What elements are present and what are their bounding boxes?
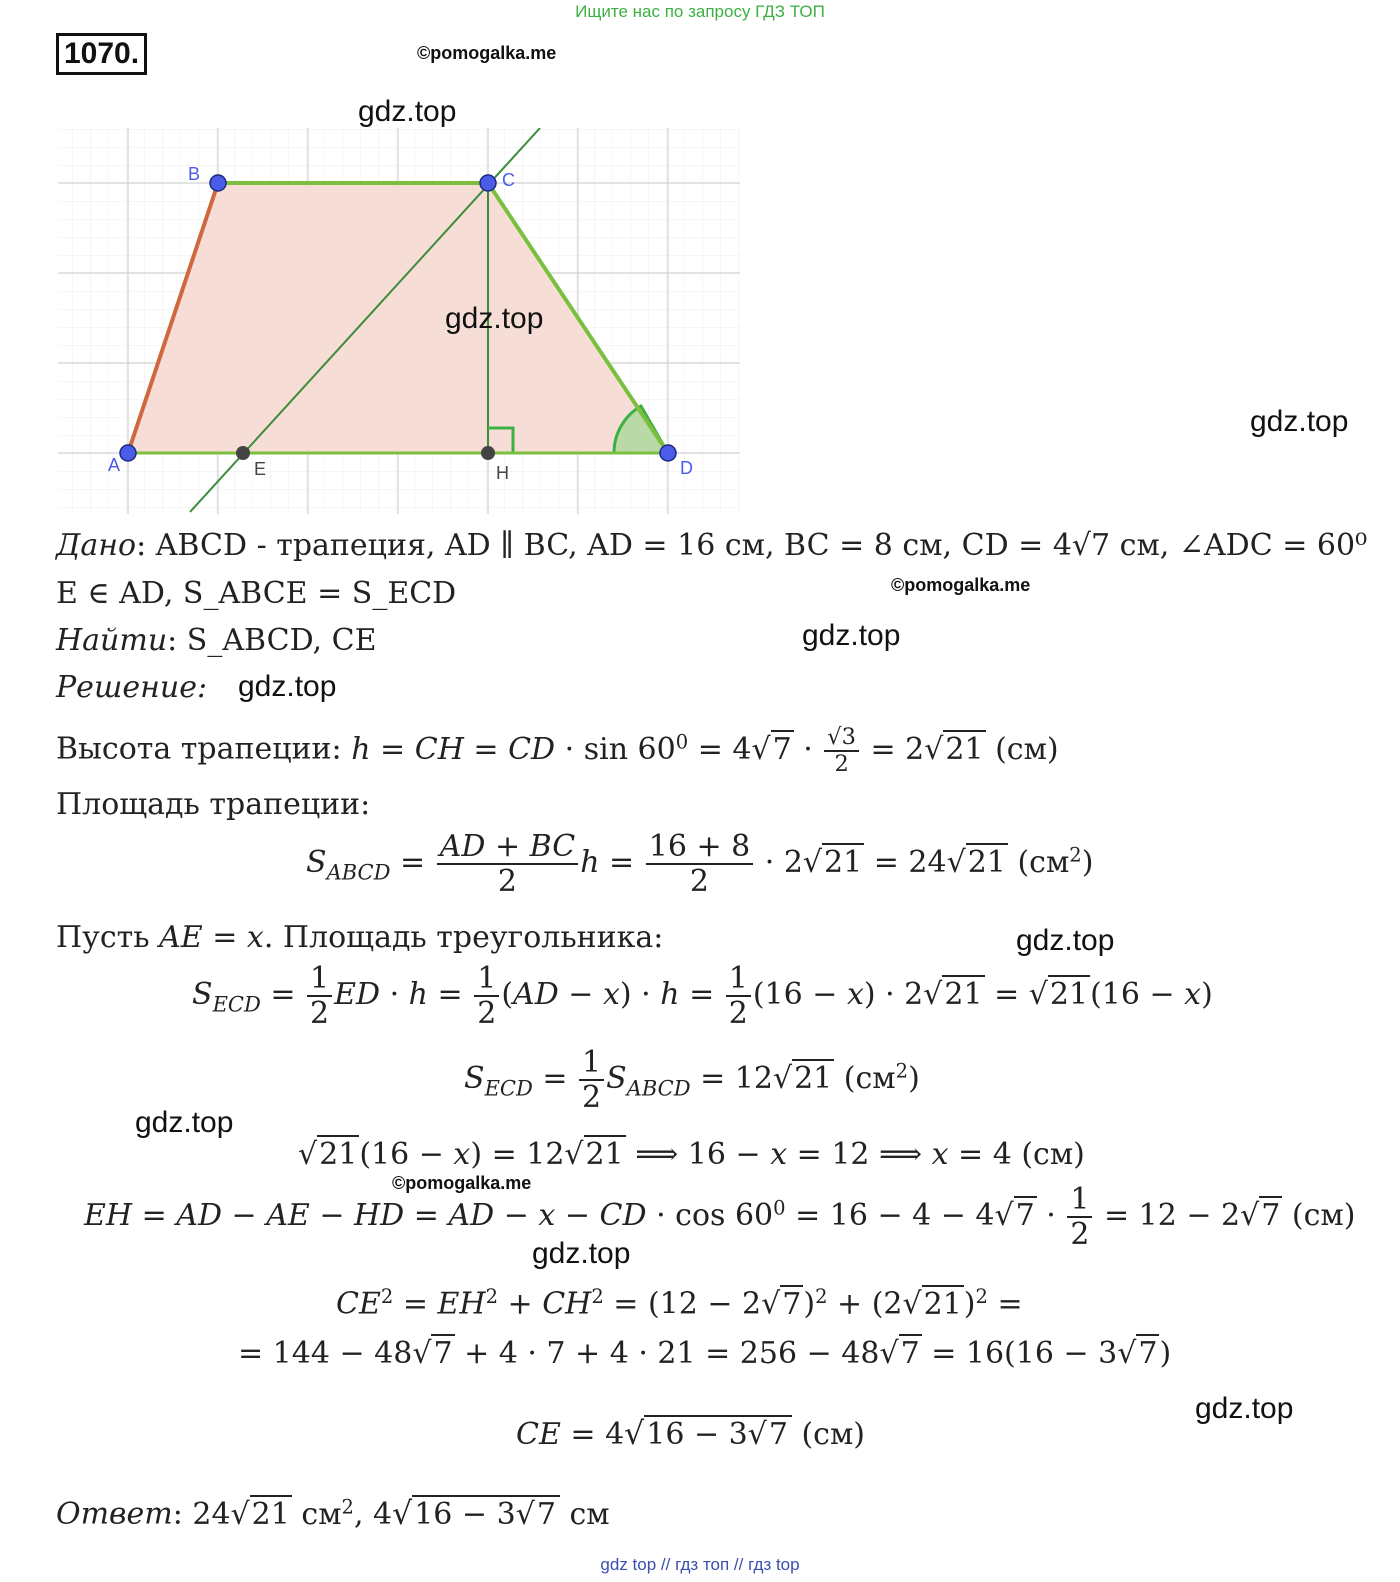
height-label: Высота трапеции: xyxy=(56,731,342,767)
triangle-area-formula: $S_{ECD}$ = $\frac{1}{2}$ ED · h = $\frac{1}{2}$ (AD − x) · h = $\frac{1}{2}$ (16 − x) · 2√21 = √21(16 − x) xyxy=(192,961,1213,1031)
given-line-1: Дано: ABCD - трапеция, AD ∥ BC, AD = 16 см, BC = 8 см, CD = 4√7 см, ∠ADC = 60⁰ xyxy=(56,528,1368,563)
point-b[interactable] xyxy=(210,175,226,191)
copyright-mark: ©pomogalka.me xyxy=(417,43,557,63)
point-h[interactable] xyxy=(481,446,495,460)
top-banner[interactable]: Ищите нас по запросу ГДЗ ТОП xyxy=(575,2,825,21)
label-a: A xyxy=(108,455,121,475)
watermark: gdz.top xyxy=(1195,1392,1294,1425)
label-b: B xyxy=(188,164,201,184)
answer-line: Ответ: 24√21 $см^2$, 4√16 − 3√7 см xyxy=(56,1495,610,1532)
label-h: H xyxy=(496,463,509,483)
ce-result: CE = 4√16 − 3√7 (см) xyxy=(516,1416,866,1452)
label-c: C xyxy=(502,170,515,190)
copyright-mark: ©pomogalka.me xyxy=(891,575,1031,595)
answer-label: Ответ xyxy=(56,1496,173,1532)
area-label: Площадь трапеции: xyxy=(56,787,371,822)
point-e[interactable] xyxy=(236,446,250,460)
label-e: E xyxy=(254,459,267,479)
height-line xyxy=(56,722,1059,776)
answer-value: 24√21 $см^2$, 4√16 − 3√7 см xyxy=(192,1495,610,1532)
given-label: Дано xyxy=(56,528,137,563)
ce-squared-formula: $CE^2 = EH^2 + CH^2 = (12 - 2√7)^2 + (2√21)^2$ = xyxy=(336,1285,1023,1322)
solve-x-formula: √21(16 − x) = 12√21 ⟹ 16 − x = 12 ⟹ x = 4 (см) xyxy=(298,1137,1085,1172)
footer-links[interactable]: gdz top // гдз топ // гдз top xyxy=(600,1555,800,1574)
point-a[interactable] xyxy=(120,445,136,461)
watermark: gdz.top xyxy=(1016,924,1115,957)
point-d[interactable] xyxy=(660,445,676,461)
watermark: gdz.top xyxy=(135,1106,234,1139)
ce-squared-expanded: = 144 − 48√7 + 4 · 7 + 4 · 21 = 256 − 48√7 = 16(16 − 3√7) xyxy=(238,1336,1172,1371)
copyright-mark: ©pomogalka.me xyxy=(392,1173,532,1193)
trapezoid-figure xyxy=(58,128,740,514)
triangle-area-label: Площадь треугольника: xyxy=(282,920,664,955)
solution-label: Решение: xyxy=(56,670,208,705)
area-formula: $S_{ABCD}$ = $\frac{AD + BC}{2}$ h = $\frac{16 + 8}{2}$ · 2√21 = 24√21 $(см^2)$ xyxy=(306,829,1094,899)
problem-number: 1070. xyxy=(56,33,147,75)
watermark: gdz.top xyxy=(238,670,337,703)
point-c[interactable] xyxy=(480,175,496,191)
find-label: Найти xyxy=(56,623,168,658)
watermark: gdz.top xyxy=(445,302,544,335)
height-formula: h = CH = CD · $\sin 60^0 = 4√7$ · $\frac{√3}{2}$ = 2√21 (см) xyxy=(351,723,1059,777)
watermark: gdz.top xyxy=(1250,405,1349,438)
let-label: Пусть xyxy=(56,920,150,955)
let-line: Пусть AE = x. Площадь треугольника: xyxy=(56,920,664,955)
given-conditions: ABCD - трапеция, AD ∥ BC, AD = 16 см, BC = 8 см, CD = 4√7 см, ∠ADC = 60⁰ xyxy=(155,528,1368,563)
watermark: gdz.top xyxy=(802,619,901,652)
label-d: D xyxy=(680,458,693,478)
given-line-2: E ∈ AD, S_ABCE = S_ECD xyxy=(56,576,457,611)
find-line: Найти: S_ABCD, CE xyxy=(56,623,377,658)
watermark: gdz.top xyxy=(358,95,457,128)
half-area-formula: $S_{ECD}$ = $\frac{1}{2}$ $S_{ABCD} = 12√21$ $(см^2)$ xyxy=(464,1045,920,1115)
find-target: S_ABCD, CE xyxy=(186,623,377,658)
eh-formula: EH = AD − AE − HD = AD − x − CD · $\cos 60^0 = 16 - 4 - 4√7$ · $\frac{1}{2}$ = 12 − 2√7 (см) xyxy=(84,1182,1356,1252)
watermark: gdz.top xyxy=(532,1237,631,1270)
